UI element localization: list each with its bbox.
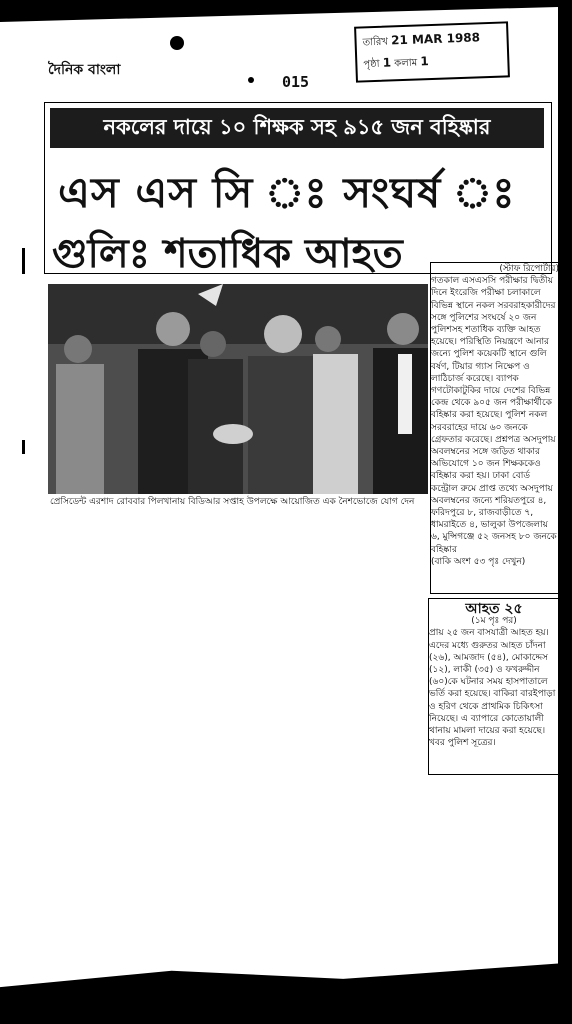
stamp-date-label: তারিখ xyxy=(362,36,389,49)
margin-mark xyxy=(22,440,25,454)
scan-edge-right xyxy=(558,0,572,1024)
ink-dot xyxy=(248,77,254,83)
photo-caption: প্রেসিডেন্ট এরশাদ রোববার পিলখানায় বিডিআর সপ্তাহ উপলক্ষে আয়োজিত এক নৈশভোজে যোগ দেন xyxy=(50,497,415,507)
stamp-date: 21 MAR 1988 xyxy=(390,30,481,48)
continuation-column xyxy=(428,598,560,775)
punch-hole xyxy=(170,36,184,50)
headline-line-2: গুলিঃ শতাধিক আহত xyxy=(52,231,403,277)
article-body: গতকাল এসএসসি পরীক্ষার দ্বিতীয় দিনে ইংরেজি পরীক্ষা চলাকালে বিভিন্ন স্থানে নকল সরবরাহকারীদের সঙ্গে পুলিশের সংঘর্ষে ২০ জন পুলিশসহ শতাধিক ব্যক্তি আহত হয়েছে। পরিস্থিতি নিয়ন্ত্রণে আনার জন্যে পুলিশ কয়েকটি স্থানে গুলি বর্ষণ, টিয়ার গ্যাস নিক্ষেপ ও লাঠিচার্জ করেছে। ব্যাপক গণটোকাটুকির দায়ে দেশের বিভিন্ন কেন্দ্র থেকে ৯০৫ জন পরীক্ষার্থীকে বহিষ্কার করা হয়েছে। পুলিশ নকল সরবরাহের দায়ে ৬০ জনকে গ্রেফতার করেছে। প্রশ্নপত্র অসদুপায় অবলম্বনের সঙ্গে জড়িত থাকার অভিযোগে ১০ জন শিক্ষককেও বহিষ্কার করা হয়। ঢাকা বোর্ড কন্ট্রোল রুমে প্রাপ্ত তথ্যে অসদুপায় অবলম্বনের জন্যে শরিয়তপুরে ৪, ফরিদপুরে ৮, রাজবাড়ীতে ৭, ধামরাইতে ৪, ভালুকা উপজেলায় ৬, মুন্সিগঞ্জে ৫২ জনসহ ৮০ জনকে বহিষ্কার xyxy=(431,276,557,555)
margin-mark xyxy=(22,248,25,274)
stamp-column: 1 xyxy=(420,54,429,69)
stamp-page-label: পৃষ্ঠা xyxy=(363,58,380,71)
headline-line-1: এস এস সি ঃ সংঘর্ষ ঃ xyxy=(58,168,516,217)
subhead: আহত ২৫ xyxy=(465,601,523,617)
archive-date-stamp xyxy=(354,21,510,82)
scan-edge-bottom xyxy=(0,942,572,1024)
byline: (স্টাফ রিপোর্টার) xyxy=(499,264,559,274)
newspaper-name: দৈনিক বাংলা xyxy=(48,62,121,78)
continuation-body: প্রায় ২৫ জন বাসযাত্রী আহত হয়। এদের মধ্যে গুরুতর আহত চাঁদনা (২৬), আমজাদ (৫৪), মোকাদ্দেস (১২), লাকী (৩৫) ও ফখরুদ্দীন (৬০)কে ঘটনার সময় হাসপাতালে ভর্তি করা হয়েছে। বাকিরা বারইপাড়া ও হরিণ থেকে প্রাথমিক চিকিৎসা নিয়েছে। এ ব্যাপারে কোতোয়ালী থানায় মামলা দায়ের করা হয়েছে। খবর পুলিশ সূত্রের। xyxy=(429,628,556,749)
article-kicker: নকলের দায়ে ১০ শিক্ষক সহ ৯১৫ জন বহিষ্কার xyxy=(50,108,544,148)
article-body-column xyxy=(430,262,560,594)
stamp-column-label: কলাম xyxy=(394,57,418,70)
continued-from: (১ম পৃঃ পর) xyxy=(471,616,517,627)
continued-note: (বাকি অংশ ৫৩ পৃঃ দেখুন) xyxy=(431,556,526,567)
stamp-page: 1 xyxy=(382,55,392,70)
scan-edge-top xyxy=(0,0,572,22)
news-photo-figures xyxy=(48,284,428,494)
news-photo xyxy=(48,284,428,494)
archive-page-number: 015 xyxy=(282,73,310,91)
